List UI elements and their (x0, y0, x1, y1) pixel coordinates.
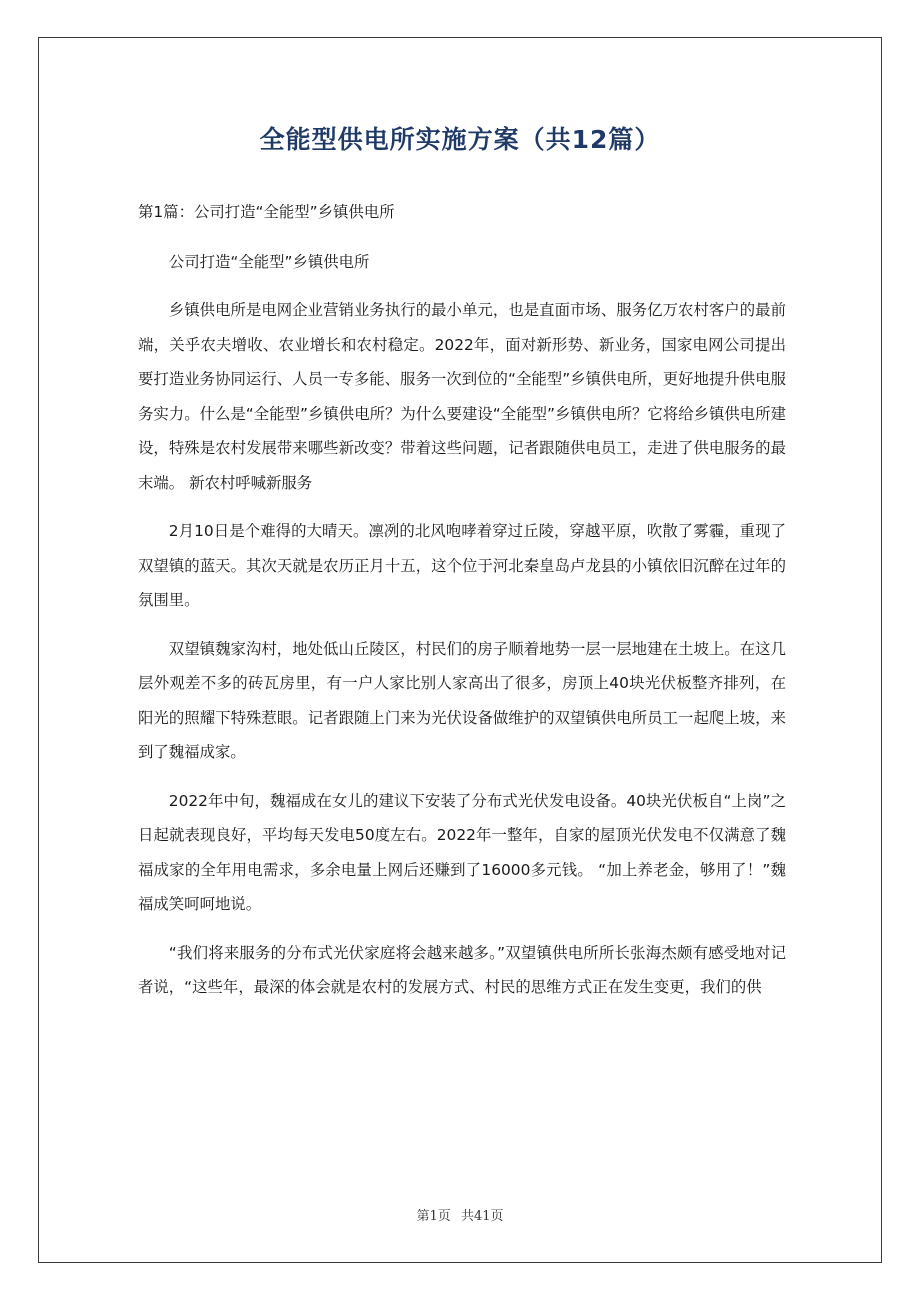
document-title: 全能型供电所实施方案（共12篇） (259, 125, 661, 154)
document-body (138, 195, 786, 1019)
paragraph: “我们将来服务的分布式光伏家庭将会越来越多。”双望镇供电所所长张海杰颇有感受地对记者说，“这些年，最深的体会就是农村的发展方式、村民的思维方式正在发生变更，我们的供 (138, 943, 786, 996)
paragraph: 乡镇供电所是电网企业营销业务执行的最小单元，也是直面市场、服务亿万农村客户的最前端，关乎农夫增收、农业增长和农村稳定。2022年，面对新形势、新业务，国家电网公司提出要打造业务协同运行、人员一专多能、服务一次到位的“全能型”乡镇供电所，更好地提升供电服务实力。什么是“全能型”乡镇供电所？为什么要建设“全能型”乡镇供电所？它将给乡镇供电所建设，特殊是农村发展带来哪些新改变？带着这些问题，记者跟随供电员工，走进了供电服务的最末端。 新农村呼喊新服务 (138, 301, 786, 492)
paragraph: 双望镇魏家沟村，地处低山丘陵区，村民们的房子顺着地势一层一层地建在土坡上。在这几层外观差不多的砖瓦房里，有一户人家比别人家高出了很多，房顶上40块光伏板整齐排列，在阳光的照耀下特殊惹眼。记者跟随上门来为光伏设备做维护的双望镇供电所员工一起爬上坡，来到了魏福成家。 (138, 639, 786, 761)
paragraph: 2022年中旬，魏福成在女儿的建议下安装了分布式光伏发电设备。40块光伏板自“上岗”之日起就表现良好，平均每天发电50度左右。2022年一整年，自家的屋顶光伏发电不仅满意了魏福成家的全年用电需求，多余电量上网后还赚到了16000多元钱。 “加上养老金，够用了！”魏福成笑呵呵地说。 (138, 791, 786, 913)
page-footer (0, 1205, 920, 1224)
section-heading: 第1篇：公司打造“全能型”乡镇供电所 (138, 203, 395, 221)
paragraph: 2月10日是个难得的大晴天。凛冽的北风咆哮着穿过丘陵，穿越平原，吹散了雾霾，重现了双望镇的蓝天。其次天就是农历正月十五，这个位于河北秦皇岛卢龙县的小镇依旧沉醉在过年的氛围里。 (138, 522, 786, 609)
paragraph: 公司打造“全能型”乡镇供电所 (168, 252, 370, 271)
current-page-number: 第1页 (416, 1209, 451, 1224)
total-page-count: 共41页 (460, 1209, 504, 1224)
